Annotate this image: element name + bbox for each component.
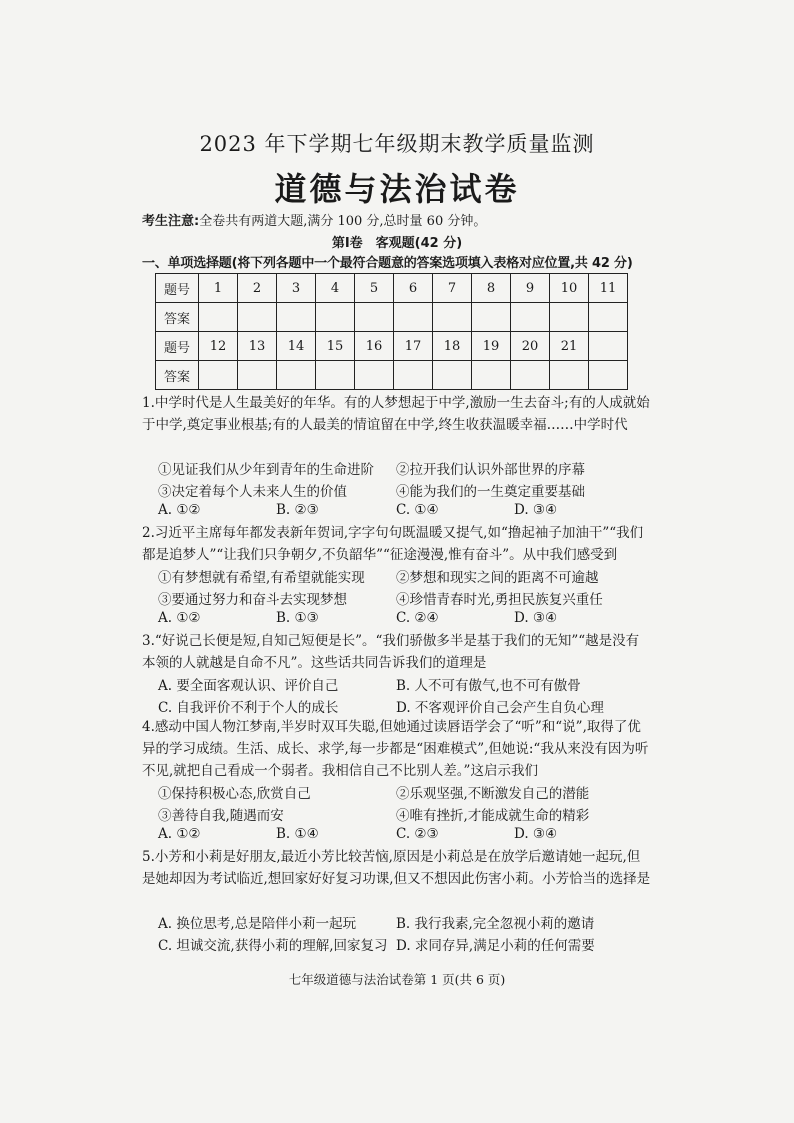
choice-option[interactable]: B. ①④ [276,826,319,842]
question-number: 21 [550,332,589,361]
question-number: 17 [394,332,433,361]
statement-item: ②拉开我们认识外部世界的序幕 [396,462,585,478]
choice-option[interactable]: D. ③④ [514,826,558,842]
question-number: 11 [589,274,628,303]
choice-option[interactable]: A. ①② [158,610,201,626]
question-number: 1 [199,274,238,303]
answer-cell[interactable] [550,361,589,390]
question-stem: 1.中学时代是人生最美好的年华。有的人梦想起于中学,激励一生去奋斗;有的人成就始于中学,奠定事业根基;有的人最美的情谊留在中学,终生收获温暖幸福……中学时代 [142,395,650,433]
choice-option[interactable]: B. 我行我素,完全忽视小莉的邀请 [396,916,595,932]
table-row [156,303,628,332]
question-number: 2 [238,274,277,303]
question-number [589,332,628,361]
table-row [156,332,628,361]
exam-subject-title: 道德与法治试卷 [274,170,520,208]
answer-cell[interactable] [472,303,511,332]
choice-option[interactable]: C. 坦诚交流,获得小莉的理解,回家复习 [158,938,388,954]
table-row [156,361,628,390]
question-stem: 3.“好说己长便是短,自知己短便是长”。“我们骄傲多半是基于我们的无知”“越是没有本领的人就越是自命不凡”。这些话共同告诉我们的道理是 [142,633,640,671]
answer-cell[interactable] [355,361,394,390]
answer-cell[interactable] [277,361,316,390]
choice-option[interactable]: A. 换位思考,总是陪伴小莉一起玩 [158,916,357,932]
question-number: 9 [511,274,550,303]
question-number: 15 [316,332,355,361]
answer-cell[interactable] [199,361,238,390]
question-number: 4 [316,274,355,303]
answer-cell[interactable] [277,303,316,332]
question-number: 13 [238,332,277,361]
choice-option[interactable]: D. 不客观评价自己会产生自负心理 [396,700,604,716]
question-number: 20 [511,332,550,361]
question-stem: 5.小芳和小莉是好朋友,最近小芳比较苦恼,原因是小莉总是在放学后邀请她一起玩,但是她却因为考试临近,想回家好好复习功课,但又不想因此伤害小莉。小芳恰当的选择是 [142,849,651,887]
candidate-notice [142,210,486,229]
part-heading: 一、单项选择题(将下列各题中一个最符合题意的答案选项填入表格对应位置,共 42 分) [142,256,633,271]
question-number: 12 [199,332,238,361]
exam-title: 2023 年下学期七年级期末教学质量监测 [199,132,595,156]
question-number: 7 [433,274,472,303]
choice-option[interactable]: C. 自我评价不利于个人的成长 [158,700,339,716]
choice-option[interactable]: D. ③④ [514,610,558,626]
choice-option[interactable]: A. 要全面客观认识、评价自己 [158,678,339,694]
question-number: 3 [277,274,316,303]
choice-option[interactable]: B. 人不可有傲气,也不可有傲骨 [396,678,581,694]
answer-cell[interactable] [355,303,394,332]
table-row [156,274,628,303]
row-label: 答案 [156,303,199,332]
answer-table [155,273,628,390]
answer-cell[interactable] [316,303,355,332]
question-number: 5 [355,274,394,303]
choice-option[interactable]: B. ②③ [276,502,319,518]
answer-cell[interactable] [394,361,433,390]
row-label: 题号 [156,332,199,361]
answer-cell[interactable] [238,303,277,332]
statement-item: ④珍惜青春时光,勇担民族复兴重任 [396,592,603,608]
answer-cell[interactable] [238,361,277,390]
row-label: 答案 [156,361,199,390]
statement-item: ①见证我们从少年到青年的生命进阶 [158,462,374,478]
choice-option[interactable]: D. 求同存异,满足小莉的任何需要 [396,938,595,954]
statement-item: ③决定着每个人未来人生的价值 [158,484,347,500]
question-number: 18 [433,332,472,361]
answer-cell[interactable] [199,303,238,332]
statement-item: ①有梦想就有希望,有希望就能实现 [158,570,365,586]
notice-text: 全卷共有两道大题,满分 100 分,总时量 60 分钟。 [199,214,487,229]
question-stem: 4.感动中国人物江梦南,半岁时双耳失聪,但她通过读唇语学会了“听”和“说”,取得了优异的学习成绩。生活、成长、求学,每一步都是“困难模式”,但她说:“我从来没有因为听不见,就把自己看成一个弱者。我相信自己不比别人差。”这启示我们 [142,719,649,779]
notice-label: 考生注意: [142,214,200,229]
statement-item: ②乐观坚强,不断激发自己的潜能 [396,786,590,802]
choice-option[interactable]: A. ①② [158,502,201,518]
answer-cell[interactable] [511,361,550,390]
statement-item: ④能为我们的一生奠定重要基础 [396,484,585,500]
question-number: 6 [394,274,433,303]
question-stem: 2.习近平主席每年都发表新年贺词,字字句句既温暖又提气,如“撸起袖子加油干”“我们都是追梦人”“让我们只争朝夕,不负韶华”“征途漫漫,惟有奋斗”。从中我们感受到 [142,525,644,563]
choice-option[interactable]: C. ①④ [396,502,439,518]
question-number: 16 [355,332,394,361]
answer-cell[interactable] [550,303,589,332]
answer-cell[interactable] [433,303,472,332]
question-number: 14 [277,332,316,361]
question-number: 10 [550,274,589,303]
page-footer: 七年级道德与法治试卷第 1 页(共 6 页) [288,972,506,987]
choice-option[interactable]: A. ①② [158,826,201,842]
statement-item: ③善待自我,随遇而安 [158,808,284,824]
answer-cell[interactable] [394,303,433,332]
choice-option[interactable]: C. ②④ [396,610,439,626]
statement-item: ④唯有挫折,才能成就生命的精彩 [396,808,590,824]
answer-cell[interactable] [589,361,628,390]
answer-cell[interactable] [316,361,355,390]
question-number: 8 [472,274,511,303]
statement-item: ②梦想和现实之间的距离不可逾越 [396,570,599,586]
section-heading: 第Ⅰ卷 客观题(42 分) [331,236,463,251]
statement-item: ①保持积极心态,欣赏自己 [158,786,311,802]
statement-item: ③要通过努力和奋斗去实现梦想 [158,592,347,608]
choice-option[interactable]: B. ①③ [276,610,319,626]
choice-option[interactable]: C. ②③ [396,826,439,842]
answer-cell[interactable] [472,361,511,390]
choice-option[interactable]: D. ③④ [514,502,558,518]
row-label: 题号 [156,274,199,303]
answer-cell[interactable] [511,303,550,332]
question-number: 19 [472,332,511,361]
answer-cell[interactable] [433,361,472,390]
answer-cell[interactable] [589,303,628,332]
